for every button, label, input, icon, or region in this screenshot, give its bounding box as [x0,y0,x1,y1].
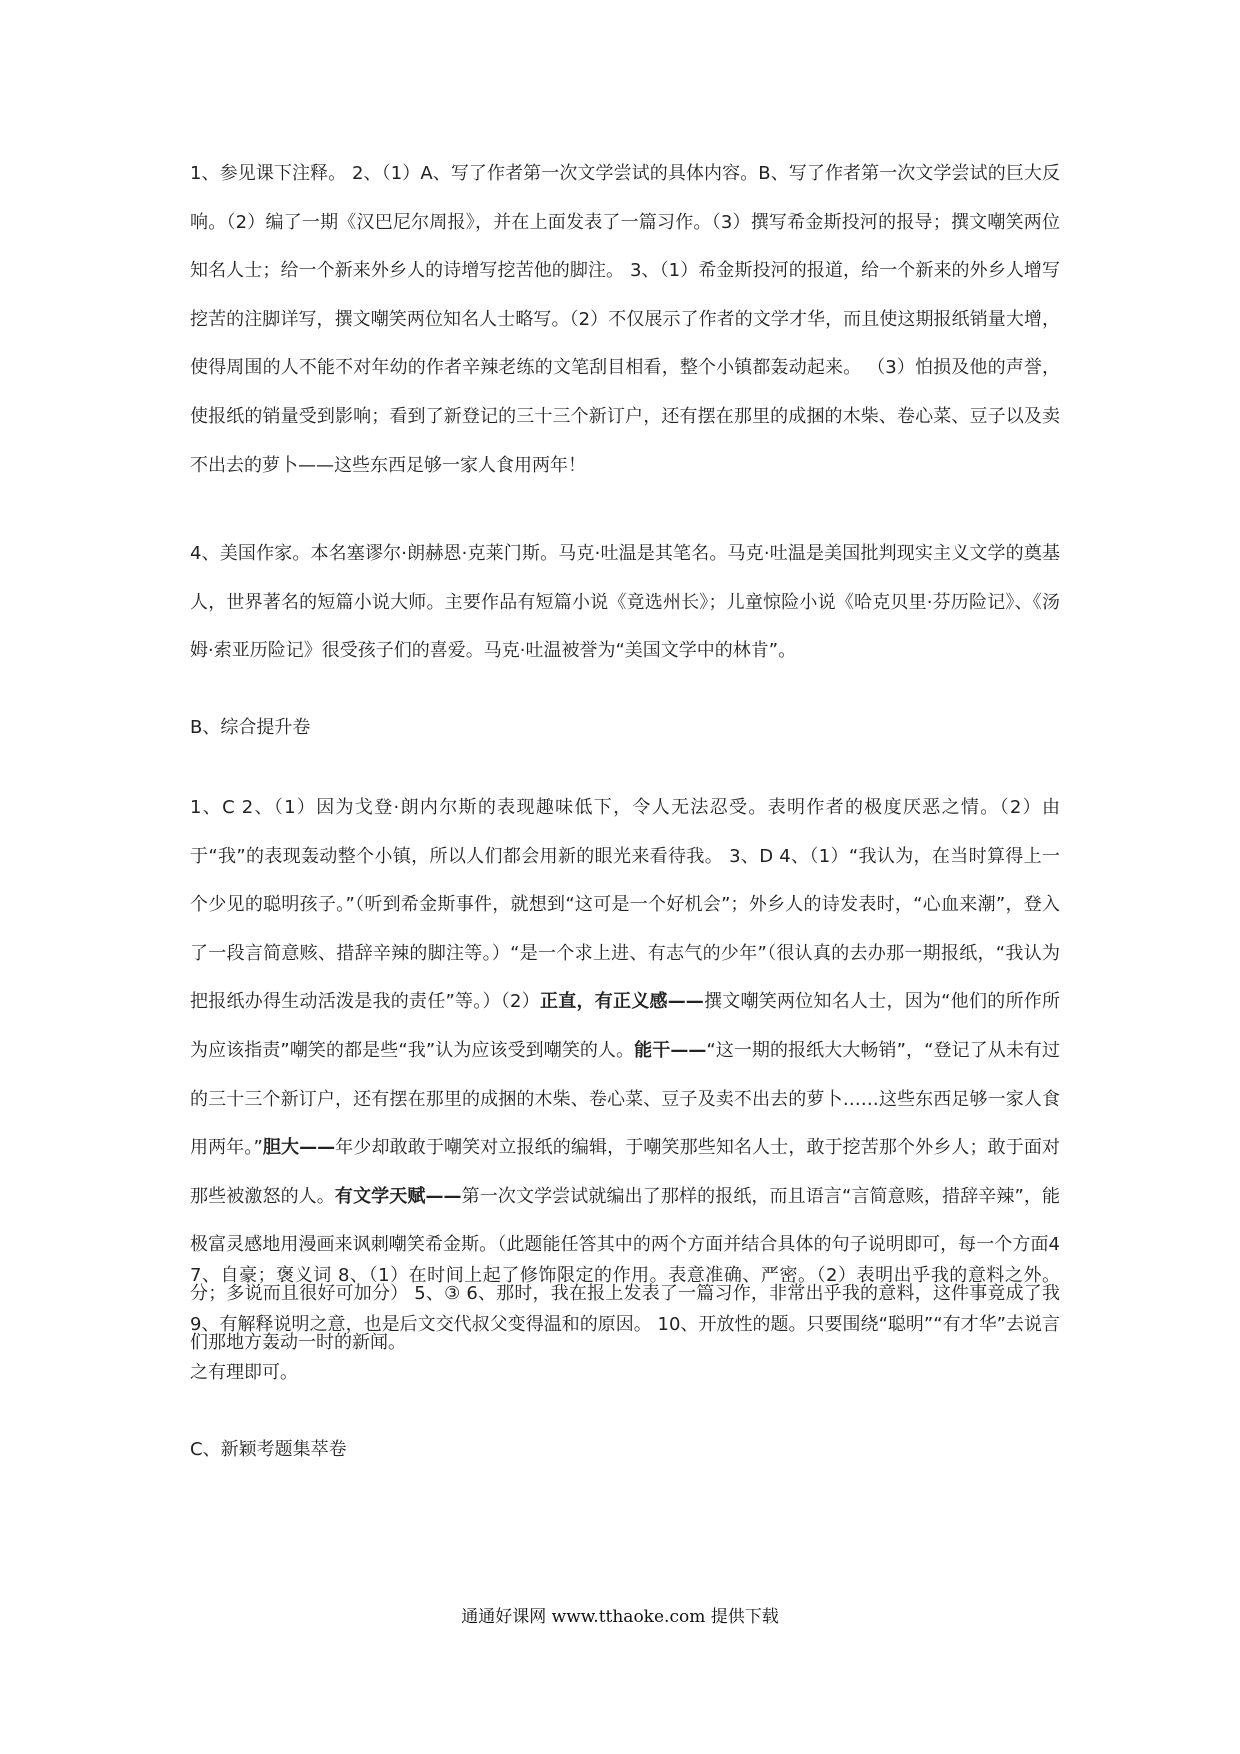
section-heading-b: B、综合提升卷 [190,717,311,738]
section-heading-c: C、新颖考题集萃卷 [190,1439,347,1460]
text-run: 撰文嘲笑两位知名人士，因为“他们的所作所为应该指责”嘲笑的都是些“我”认为应该受到嘲笑的人。 [190,991,1060,1061]
text-run: 1、C 2、（1）因为戈登·朗内尔斯的表现趣味低下，令人无法忍受。表明作者的极度厌恶之情。（2）由于“我”的表现轰动整个小镇，所以人们都会用新的眼光来看待我。 3、D 4、（1）“我认为，在当时算得上一个少见的聪明孩子。”（听到希金斯事件，就想到“这可是一个好机会”；外乡人的诗发表时，“心血来潮”，登入了一段言简意赅、措辞辛辣的脚注等。）“是一个求上进、有志气的少年”（很认真的去办那一期报纸，“我认为把报纸办得生动活泼是我的责任”等。）（2） [190,797,1060,1013]
answer-paragraph-5: 7、自豪；褒义词 8、（1）在时间上起了修饰限定的作用。表意准确、严密。（2）表明出乎我的意料之外。 9、有解释说明之意，也是后文交代叔父变得温和的原因。 10、开放性的题。只要围绕“聪明”“有才华”去说言之有理即可。 [190,1265,1060,1384]
text-run: 第一次文学尝试就编出了那样的报纸，而且语言“言简意赅，措辞辛辣”，能极富灵感地用漫画来讽刺嘲笑希金斯。（此题能任答其中的两个方面并结合具体的句子说明即可，每一个方面4分；多说而且很好可加分） 5、③ 6、那时，我在报上发表了一篇习作，非常出乎我的意料，这件事竟成了我们那地方轰动一时的新闻。 [190,1185,1061,1353]
bold-label-literary-talent: 有文学天赋—— [334,1185,462,1207]
bold-label-capable: 能干—— [634,1039,707,1061]
page-footer: 通通好课网 www.tthaoke.com 提供下载 [461,1607,779,1627]
bold-label-upright: 正直，有正义感—— [539,991,704,1013]
bold-label-bold: 胆大—— [262,1137,336,1159]
text-run: 年少却敢敢于嘲笑对立报纸的编辑，于嘲笑那些知名人士，敢于挖苦那个外乡人；敢于面对那些被激怒的人。 [190,1137,1061,1207]
answer-paragraph-2: 4、美国作家。本名塞谬尔·朗赫恩·克莱门斯。马克·吐温是其笔名。马克·吐温是美国批判现实主义文学的奠基人，世界著名的短篇小说大师。主要作品有短篇小说《竟选州长》；儿童惊险小说《哈克贝里·芬历险记》、《汤姆·索亚历险记》很受孩子们的喜爱。马克·吐温被誉为“美国文学中的林肯”。 [190,543,1060,662]
text-run: “这一期的报纸大大畅销”，“登记了从未有过的三十三个新订户，还有摆在那里的成捆的木柴、卷心菜、豆子及卖不出去的萝卜……这些东西足够一家人食用两年。” [190,1039,1060,1159]
answer-paragraph-1: 1、参见课下注释。 2、（1）A、写了作者第一次文学尝试的具体内容。B、写了作者第一次文学尝试的巨大反响。（2）编了一期《汉巴尼尔周报》，并在上面发表了一篇习作。（3）撰写希金斯投河的报导；撰文嘲笑两位知名人士；给一个新来外乡人的诗增写挖苦他的脚注。 3、（1）希金斯投河的报道，给一个新来的外乡人增写挖苦的注脚详写，撰文嘲笑两位知名人士略写。（2）不仅展示了作者的文学才华，而且使这期报纸销量大增，使得周围的人不能不对年幼的作者辛辣老练的文笔刮目相看，整个小镇都轰动起来。 （3）怕损及他的声誉，使报纸的销量受到影响；看到了新登记的三十三个新订户，还有摆在那里的成捆的木柴、卷心菜、豆子以及卖不出去的萝卜——这些东西足够一家人食用两年！ [190,163,1060,476]
